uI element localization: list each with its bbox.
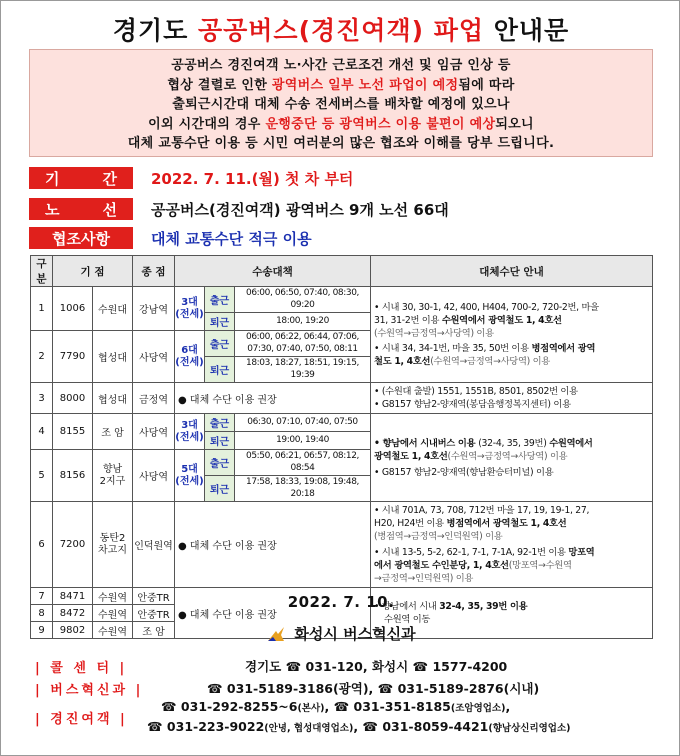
dept-phones: ☎ 031-5189-3186(광역), ☎ 031-5189-2876(시내) — [207, 681, 540, 696]
table-row: 5 8156 향남 2지구 사당역 5대 (전세) 출근 05:50, 06:21, 06:57, 08:12, 08:54 — [31, 450, 653, 476]
alt-cell: • 시내 30, 30-1, 42, 400, H404, 700-2, 720-2번, 마을 31, 31-2번 이용 수원역에서 광역철도 1, 4호선 (수원역→금정역→사당역) 이용 • 시내 34, 34-1번, 마을 35, 50번 이용 병점역에서 광역 철도 1, 4호선(수원역→금정역→사당역) 이용 — [371, 287, 653, 383]
title-highlight: 공공버스(경진여객) 파업 — [197, 16, 485, 45]
notice-line: 이외 시간대의 경우 운행중단 등 광역버스 이용 불편이 예상되오니 — [148, 116, 534, 132]
notice-line: 공공버스 경진여객 노·사간 근로조건 개선 및 임금 인상 등 — [171, 58, 511, 73]
alt-cell: • 향남에서 시내 32-4, 35, 39번 이용 수원역 이동 — [371, 588, 653, 639]
notice-date: 2022. 7. 10. — [287, 593, 395, 611]
table-row: 1 1006 수원대 강남역 3대 (전세) 출근 06:00, 06:50, 07:40, 08:30, 09:20 • 시내 30, 30-1, 42, 400, H404, 700-2, 720-2번, 마을 31, 31-2번 이용 수원역에서 광역철도 1, 4호선 (수원역→금정역→사당역) 이용 • 시내 34, 34-1번, 마을 35, 50번 이용 병점역에서 광역 철도 1, 4호선(수원역→금정역→사당역) 이용 — [31, 287, 653, 313]
period-value: 2022. 7. 11.(월) 첫 차 부터 — [151, 170, 354, 188]
notice-line: 대체 교통수단 이용 등 시민 여러분의 많은 협조와 이해를 당부 드립니다. — [127, 136, 555, 151]
alt-cell: • 시내 701A, 73, 708, 712번 마을 17, 19, 19-1, 27, H20, H24번 이용 병점역에서 광역철도 1, 4호선 (병점역→금정역→인덕원역) 이용 • 시내 13-5, 5-2, 62-1, 7-1, 7-1A, 92-1번 이용 망포역 에서 광역철도 수인분당, 1, 4호선(망포역→수원역 →금정역→인덕원역) 이용 — [371, 502, 653, 588]
organization-name: 화성시 버스혁신과 — [294, 625, 416, 643]
coop-value: 대체 교통수단 적극 이용 — [151, 230, 312, 248]
table-row: 6 7200 동탄2 차고지 인덕원역 ● 대체 수단 이용 권장 • 시내 701A, 73, 708, 712번 마을 17, 19, 19-1, 27, H20, H24번 이용 병점역에서 광역철도 1, 4호선 (병점역→금정역→인덕원역) 이용 • 시내 13-5, 5-2, 62-1, 7-1, 7-1A, 92-1번 이용 망포역 에서 광역철도 수인분당, 1, 4호선(망포역→수원역 →금정역→인덕원역) 이용 — [31, 502, 653, 588]
callcenter-label: | 콜 센 터 | — [35, 661, 128, 676]
table-row: 3 8000 협성대 금정역 ● 대체 수단 이용 권장 • (수원대 출발) 1551, 1551B, 8501, 8502번 이용 • G8157 향남2-양재역(봉담읍행정복지센터) 이용 — [31, 383, 653, 414]
table-row: 퇴근 18:00, 19:20 — [31, 313, 653, 331]
table-row: 퇴근 19:00, 19:40 — [31, 432, 653, 450]
route-table — [30, 255, 653, 639]
callcenter-phones: 경기도 ☎ 031-120, 화성시 ☎ 1577-4200 — [245, 659, 508, 674]
company-phones-1: ☎ 031-292-8255~6(본사), ☎ 031-351-8185(조암영업소), — [161, 699, 511, 714]
period-label: 기 간 — [29, 167, 133, 189]
company-phones-2: ☎ 031-223-9022(안녕, 협성대영업소), ☎ 031-8059-4421(향남상신리영업소) — [147, 719, 571, 734]
city-logo-icon — [266, 625, 286, 643]
notice-line: 협상 결렬로 인한 광역버스 일부 노선 파업이 예정됨에 따라 — [167, 77, 515, 93]
notice-line: 출퇴근시간대 대체 수송 전세버스를 배차할 예정에 있으나 — [172, 97, 510, 112]
notice-box — [29, 49, 653, 157]
organization — [1, 623, 680, 644]
table-row: 2 7790 협성대 사당역 6대 (전세) 출근 06:00, 06:22, 06:44, 07:06, 07:30, 07:40, 07:50, 08:11 — [31, 331, 653, 357]
dept-label: | 버스혁신과 | — [35, 683, 144, 698]
alt-cell: • (수원대 출발) 1551, 1551B, 8501, 8502번 이용 • G8157 향남2-양재역(봉담읍행정복지센터) 이용 — [371, 383, 653, 414]
table-row: 퇴근 17:58, 18:33, 19:08, 19:48, 20:18 — [31, 476, 653, 502]
table-row: 7 8471 수원역 안중TR ● 대체 수단 이용 권장 • 향남에서 시내 32-4, 35, 39번 이용 수원역 이동 — [31, 588, 653, 605]
page-title: 경기도 공공버스(경진여객) 파업 안내문 — [112, 16, 570, 45]
table-row: 퇴근 18:03, 18:27, 18:51, 19:15, 19:39 — [31, 357, 653, 383]
company-label: | 경진여객 | — [35, 712, 128, 727]
table-row: 4 8155 조 암 사당역 3대 (전세) 출근 06:30, 07:10, 07:40, 07:50 • 향남에서 시내버스 이용 (32-4, 35, 39번) 수원역에서 광역철도 1, 4호선(수원역→금정역→사당역) 이용 • G8157 향남2-양재역(향남환승터미널) 이용 — [31, 414, 653, 432]
alt-cell: • 향남에서 시내버스 이용 (32-4, 35, 39번) 수원역에서 광역철도 1, 4호선(수원역→금정역→사당역) 이용 • G8157 향남2-양재역(향남환승터미널) 이용 — [371, 414, 653, 502]
table-row: 9 9802 수원역 조 암 — [31, 622, 653, 639]
route-label: 노 선 — [29, 198, 133, 220]
table-header-row: 구 분 기 점 종 점 수송대책 대체수단 안내 — [31, 256, 653, 287]
table-row: 8 8472 수원역 안중TR — [31, 605, 653, 622]
route-value: 공공버스(경진여객) 광역버스 9개 노선 66대 — [151, 201, 449, 219]
coop-label: 협조사항 — [29, 227, 133, 249]
